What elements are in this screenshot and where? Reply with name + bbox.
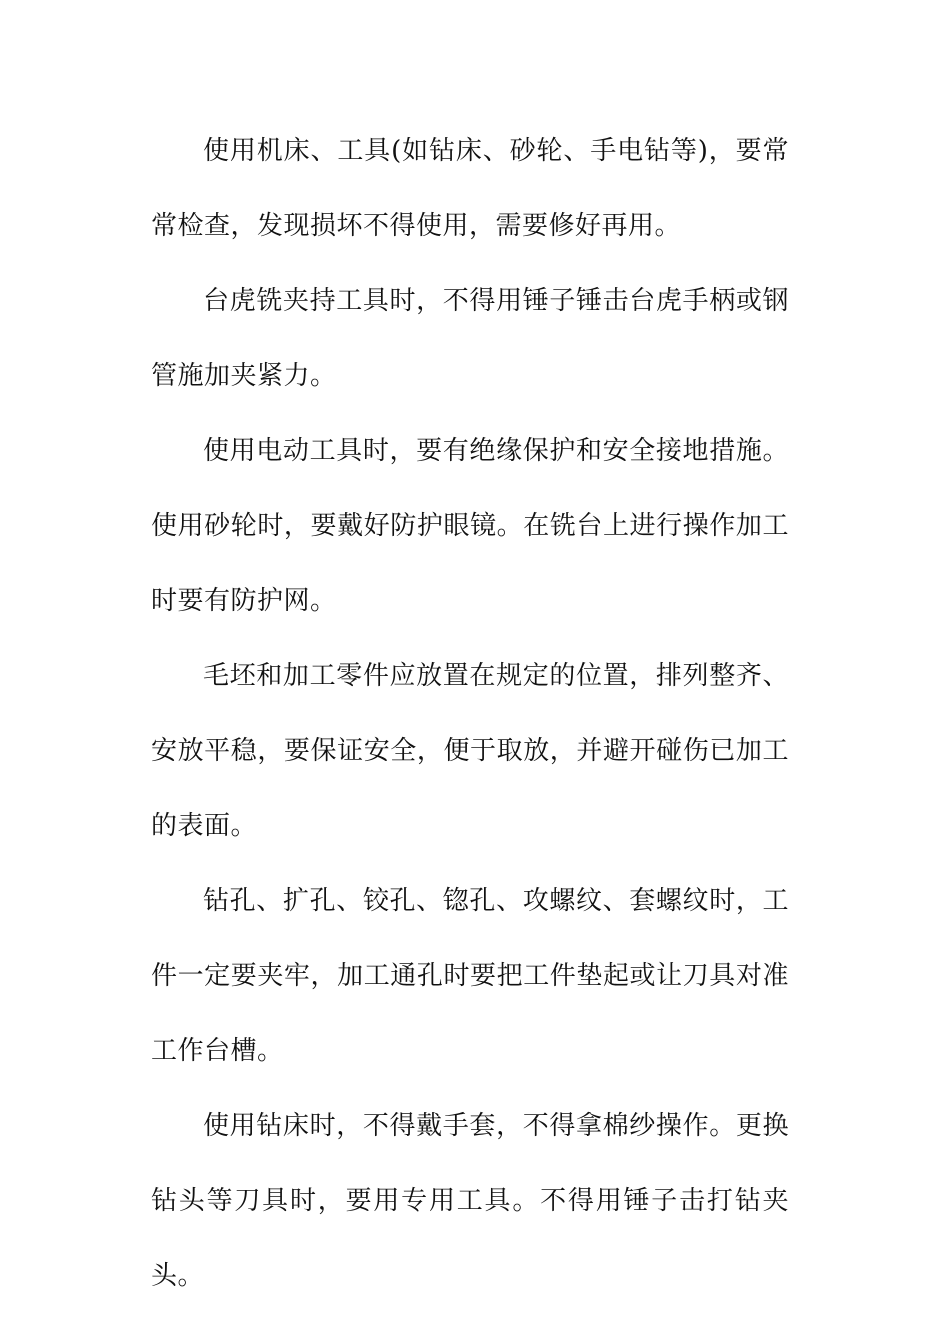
paragraph-electric-tools: 使用电动工具时，要有绝缘保护和安全接地措施。使用砂轮时，要戴好防护眼镜。在铣台上进行操作加工时要有防护网。	[151, 436, 789, 616]
paragraph-bench-vise: 台虎铣夹持工具时，不得用锤子锤击台虎手柄或钢管施加夹紧力。	[151, 286, 789, 391]
paragraph-drill-press: 使用钻床时，不得戴手套，不得拿棉纱操作。更换钻头等刀具时，要用专用工具。不得用锤子击打钻夹头。	[151, 1111, 789, 1291]
paragraph-machine-tools: 使用机床、工具(如钻床、砂轮、手电钻等)，要常常检查，发现损坏不得使用，需要修好再用。	[151, 136, 789, 241]
document-body	[151, 114, 789, 1314]
paragraph-drilling: 钻孔、扩孔、铰孔、锪孔、攻螺纹、套螺纹时，工件一定要夹牢，加工通孔时要把工件垫起或让刀具对准工作台槽。	[151, 886, 789, 1066]
paragraph-workpiece-placement: 毛坯和加工零件应放置在规定的位置，排列整齐、安放平稳，要保证安全，便于取放，并避开碰伤已加工的表面。	[151, 661, 789, 841]
